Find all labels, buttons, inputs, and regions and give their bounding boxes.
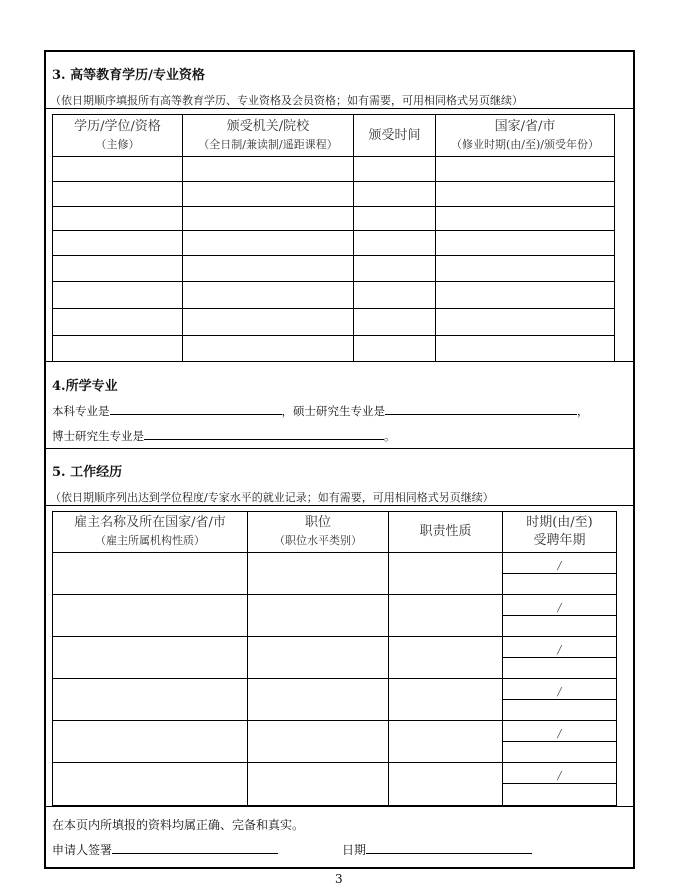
education-cell-location[interactable] <box>436 207 615 231</box>
signature-label: 申请人签署 <box>52 843 113 857</box>
header-period: 时期(由/至) 受聘年期 <box>503 512 617 553</box>
phd-major-label: 博士研究生专业是 <box>52 429 144 443</box>
education-row <box>53 309 615 336</box>
period-separator: / <box>557 600 562 614</box>
work-cell-years[interactable] <box>503 658 617 679</box>
header-degree: 学历/学位/资格 （主修） <box>53 115 183 157</box>
period-separator: / <box>557 684 562 698</box>
education-cell-degree[interactable] <box>53 182 183 207</box>
work-cell-period-dates[interactable] <box>503 679 617 700</box>
divider <box>45 806 633 807</box>
work-cell-position[interactable] <box>248 721 389 763</box>
education-cell-award-time[interactable] <box>354 309 436 336</box>
work-cell-years[interactable] <box>503 574 617 595</box>
education-cell-location[interactable] <box>436 182 615 207</box>
work-row <box>53 721 617 742</box>
education-cell-location[interactable] <box>436 157 615 182</box>
work-row <box>53 763 617 784</box>
education-cell-degree[interactable] <box>53 282 183 309</box>
work-cell-years[interactable] <box>503 616 617 637</box>
education-cell-degree[interactable] <box>53 207 183 231</box>
section3-title: 3. 高等教育学历/专业资格 <box>52 68 205 83</box>
education-cell-award-time[interactable] <box>354 336 436 362</box>
section5-note: （依日期顺序列出达到学位程度/专家水平的就业记录；如有需要，可用相同格式另页继续） <box>50 491 494 504</box>
divider <box>45 108 633 109</box>
education-cell-location[interactable] <box>436 231 615 256</box>
education-header-row <box>53 115 615 157</box>
education-cell-award-time[interactable] <box>354 231 436 256</box>
education-cell-degree[interactable] <box>53 336 183 362</box>
education-cell-degree[interactable] <box>53 231 183 256</box>
work-cell-duties[interactable] <box>389 721 503 763</box>
header-duties: 职责性质 <box>389 512 503 553</box>
work-cell-period-dates[interactable] <box>503 595 617 616</box>
education-cell-award-time[interactable] <box>354 157 436 182</box>
work-cell-period-dates[interactable] <box>503 763 617 784</box>
major-line-2 <box>52 427 396 444</box>
work-cell-duties[interactable] <box>389 679 503 721</box>
date-field[interactable] <box>366 841 532 854</box>
section3-note: （依日期顺序填报所有高等教育学历、专业资格及会员资格；如有需要，可用相同格式另页继续） <box>50 94 523 107</box>
education-cell-degree[interactable] <box>53 157 183 182</box>
work-cell-period-dates[interactable] <box>503 553 617 574</box>
work-header-row <box>53 512 617 553</box>
education-cell-location[interactable] <box>436 309 615 336</box>
work-cell-years[interactable] <box>503 700 617 721</box>
education-row <box>53 282 615 309</box>
work-history-table <box>52 511 617 806</box>
education-row <box>53 182 615 207</box>
work-cell-employer[interactable] <box>53 595 248 637</box>
work-row <box>53 595 617 616</box>
education-row <box>53 231 615 256</box>
education-row <box>53 157 615 182</box>
education-cell-institution[interactable] <box>183 207 354 231</box>
period: 。 <box>384 429 396 443</box>
education-cell-award-time[interactable] <box>354 207 436 231</box>
date-label: 日期 <box>342 843 367 857</box>
education-cell-institution[interactable] <box>183 336 354 362</box>
work-row <box>53 553 617 574</box>
work-cell-position[interactable] <box>248 679 389 721</box>
work-row <box>53 637 617 658</box>
work-cell-employer[interactable] <box>53 721 248 763</box>
header-employer: 雇主名称及所在国家/省/市 （雇主所属机构性质） <box>53 512 248 553</box>
page-number: 3 <box>335 872 343 886</box>
period-separator: / <box>557 642 562 656</box>
header-location: 国家/省/市 （修业时期(由/至)/颁受年份） <box>436 115 615 157</box>
education-row <box>53 336 615 362</box>
education-cell-institution[interactable] <box>183 231 354 256</box>
undergrad-major-field[interactable] <box>110 402 282 415</box>
education-cell-institution[interactable] <box>183 282 354 309</box>
education-cell-location[interactable] <box>436 256 615 282</box>
header-institution: 颁受机关/院校 （全日制/兼读制/遥距课程） <box>183 115 354 157</box>
work-cell-duties[interactable] <box>389 553 503 595</box>
education-cell-award-time[interactable] <box>354 282 436 309</box>
work-cell-employer[interactable] <box>53 679 248 721</box>
work-cell-position[interactable] <box>248 637 389 679</box>
work-cell-duties[interactable] <box>389 637 503 679</box>
work-cell-duties[interactable] <box>389 763 503 806</box>
section4-title: 4.所学专业 <box>52 379 118 394</box>
work-cell-years[interactable] <box>503 784 617 806</box>
work-cell-period-dates[interactable] <box>503 637 617 658</box>
period-separator: / <box>557 726 562 740</box>
education-row <box>53 256 615 282</box>
education-cell-award-time[interactable] <box>354 182 436 207</box>
signature-field[interactable] <box>112 841 278 854</box>
divider <box>45 361 633 362</box>
work-cell-position[interactable] <box>248 595 389 637</box>
divider <box>45 448 633 449</box>
header-award-time: 颁受时间 <box>354 115 436 157</box>
education-row <box>53 207 615 231</box>
separator: ， <box>281 404 293 418</box>
education-cell-institution[interactable] <box>183 256 354 282</box>
work-cell-employer[interactable] <box>53 637 248 679</box>
divider <box>45 505 633 506</box>
header-position: 职位 （职位水平类别） <box>248 512 389 553</box>
signature-line <box>52 841 278 858</box>
phd-major-field[interactable] <box>144 427 384 440</box>
work-cell-period-dates[interactable] <box>503 721 617 742</box>
education-cell-degree[interactable] <box>53 256 183 282</box>
separator: ， <box>577 404 589 418</box>
work-cell-position[interactable] <box>248 553 389 595</box>
education-cell-award-time[interactable] <box>354 256 436 282</box>
work-cell-duties[interactable] <box>389 595 503 637</box>
education-cell-degree[interactable] <box>53 309 183 336</box>
period-separator: / <box>557 768 562 782</box>
education-table <box>52 114 615 362</box>
master-major-field[interactable] <box>385 402 577 415</box>
work-cell-employer[interactable] <box>53 763 248 806</box>
education-cell-institution[interactable] <box>183 182 354 207</box>
major-line-1 <box>52 402 589 419</box>
master-major-label: 硕士研究生专业是 <box>293 404 385 418</box>
period-separator: / <box>557 558 562 572</box>
date-line <box>342 841 532 858</box>
declaration-statement: 在本页内所填报的资料均属正确、完备和真实。 <box>52 818 305 832</box>
work-cell-employer[interactable] <box>53 553 248 595</box>
work-row <box>53 679 617 700</box>
education-cell-location[interactable] <box>436 282 615 309</box>
education-cell-institution[interactable] <box>183 157 354 182</box>
education-cell-institution[interactable] <box>183 309 354 336</box>
work-cell-years[interactable] <box>503 742 617 763</box>
work-cell-position[interactable] <box>248 763 389 806</box>
education-cell-location[interactable] <box>436 336 615 362</box>
undergrad-major-label: 本科专业是 <box>52 404 110 418</box>
section5-title: 5. 工作经历 <box>52 465 123 480</box>
